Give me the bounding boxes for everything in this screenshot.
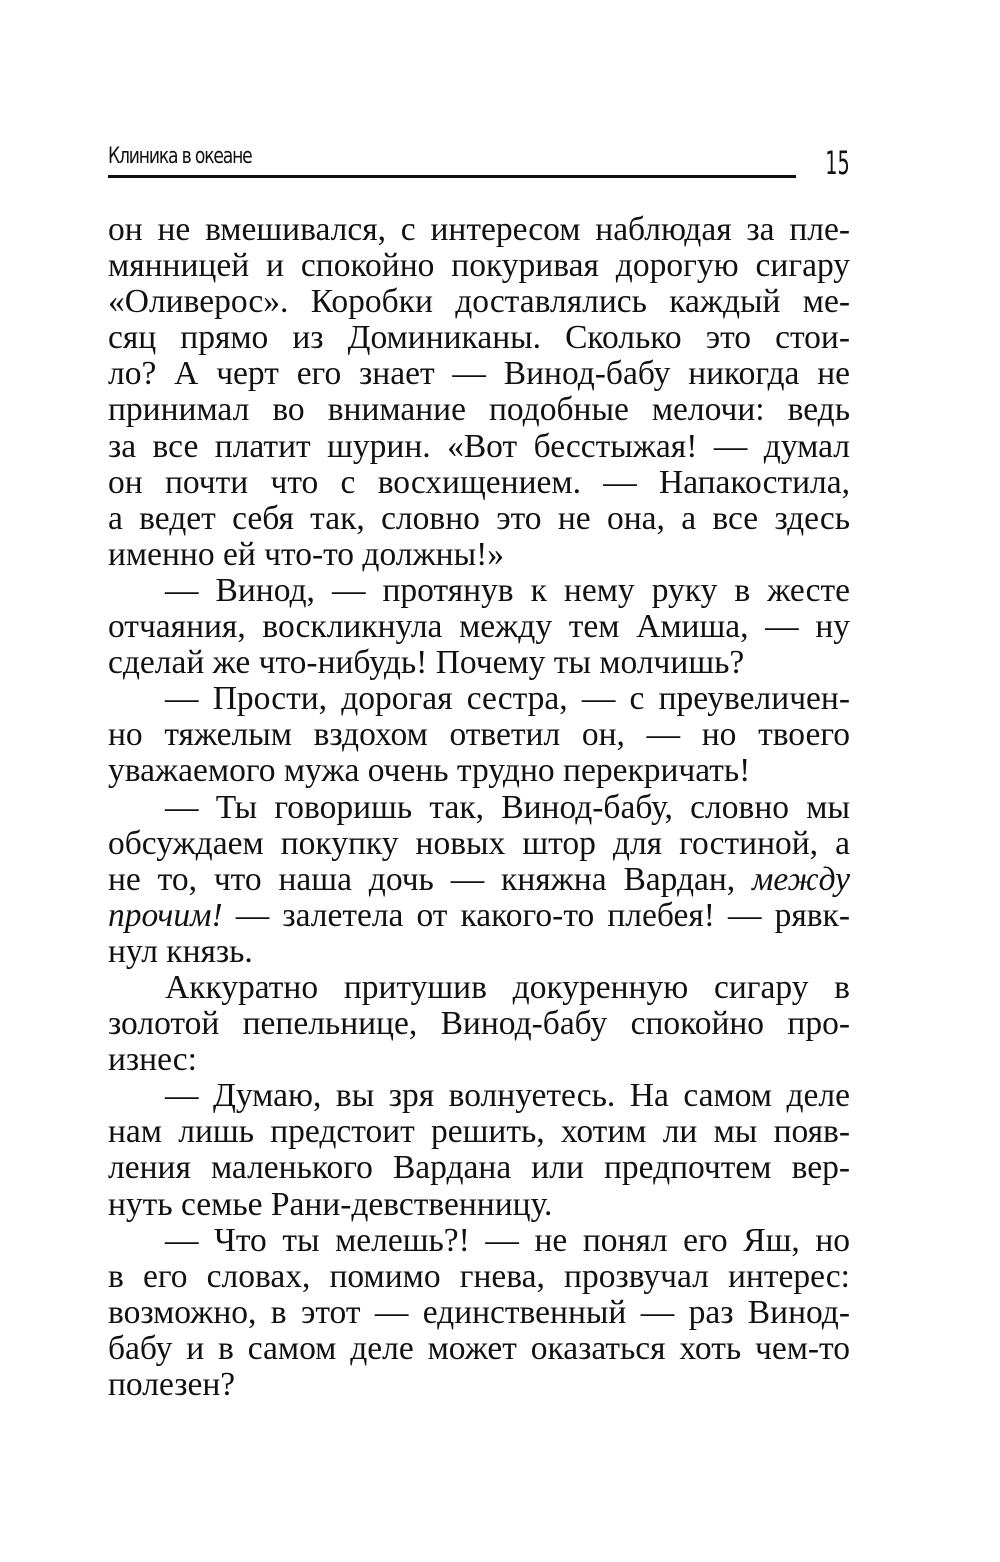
text-line: Аккуратно притушив докуренную сигару в bbox=[165, 968, 850, 1006]
text-line: полезен? bbox=[108, 1366, 236, 1403]
paragraph-7 bbox=[108, 1223, 850, 1403]
paragraph-4 bbox=[108, 790, 850, 970]
body-text bbox=[108, 212, 850, 1403]
text-line: изнес: bbox=[108, 1041, 197, 1079]
text-line: нул князь. bbox=[108, 932, 253, 970]
text-line: — Прости, дорогая сестра, — с преувеличен- bbox=[165, 680, 850, 718]
paragraph-1 bbox=[108, 212, 850, 573]
text-line: ления маленького Вардана или предпочтем вер- bbox=[108, 1149, 850, 1187]
text-line: он не вмешивался, с интересом наблюдая за пле- bbox=[108, 211, 850, 248]
text-line: возможно, в этот — единственный — раз Винод- bbox=[108, 1293, 850, 1331]
text-line: — Ты говоришь так, Винод-бабу, словно мы bbox=[165, 788, 850, 826]
italic-phrase: между bbox=[752, 860, 850, 898]
text-line: он почти что с восхищением. — Напакостила, bbox=[108, 463, 850, 501]
text-line: уважаемого мужа очень трудно перекричать! bbox=[108, 752, 751, 790]
text-line: нам лишь предстоит решить, хотим ли мы появ- bbox=[108, 1113, 850, 1151]
text-line: не то, что наша дочь — княжна Вардан, между bbox=[108, 860, 850, 898]
paragraph-2 bbox=[108, 573, 850, 681]
text-line: именно ей что-то должны!» bbox=[108, 535, 504, 573]
text-line: — Винод, — протянув к нему руку в жесте bbox=[165, 571, 850, 609]
text-line: а ведет себя так, словно это не она, а все здесь bbox=[108, 499, 850, 537]
text-line: но тяжелым вздохом ответил он, — но твоего bbox=[108, 716, 850, 754]
running-head bbox=[108, 136, 850, 186]
italic-phrase: прочим! bbox=[108, 896, 223, 934]
text-line: отчаяния, воскликнула между тем Амиша, — ну bbox=[108, 608, 850, 646]
running-title: Клиника в океане bbox=[108, 144, 252, 169]
text-line: мянницей и спокойно покуривая дорогую сигару bbox=[108, 247, 850, 285]
text-line: ло? А черт его знает — Винод-бабу никогда не bbox=[108, 355, 850, 393]
text-line: бабу и в самом деле может оказаться хоть чем-то bbox=[108, 1329, 850, 1367]
text-line: сяц прямо из Доминиканы. Сколько это стои- bbox=[108, 319, 850, 357]
text-line: «Оливерос». Коробки доставлялись каждый ме- bbox=[108, 283, 850, 321]
header-rule bbox=[108, 175, 796, 178]
text-line: — Думаю, вы зря волнуетесь. На самом деле bbox=[165, 1077, 850, 1115]
text-line: нуть семье Рани-девственницу. bbox=[108, 1185, 553, 1223]
text-line: прочим! — залетела от какого-то плебея! — рявк- bbox=[108, 896, 850, 934]
paragraph-5 bbox=[108, 970, 850, 1078]
text-line: принимал во внимание подобные мелочи: ведь bbox=[108, 391, 850, 429]
text-line: за все платит шурин. «Вот бесстыжая! — думал bbox=[108, 427, 850, 465]
text-line: — Что ты мелешь?! — не понял его Яш, но bbox=[165, 1221, 850, 1259]
text-line: в его словах, помимо гнева, прозвучал интерес: bbox=[108, 1257, 850, 1295]
paragraph-3 bbox=[108, 681, 850, 789]
text-line: сделай же что-нибудь! Почему ты молчишь? bbox=[108, 644, 745, 682]
page-number: 15 bbox=[825, 144, 850, 182]
text-line: обсуждаем покупку новых штор для гостиной, а bbox=[108, 824, 850, 862]
paragraph-6 bbox=[108, 1078, 850, 1222]
text-line: золотой пепельнице, Винод-бабу спокойно про- bbox=[108, 1005, 850, 1043]
